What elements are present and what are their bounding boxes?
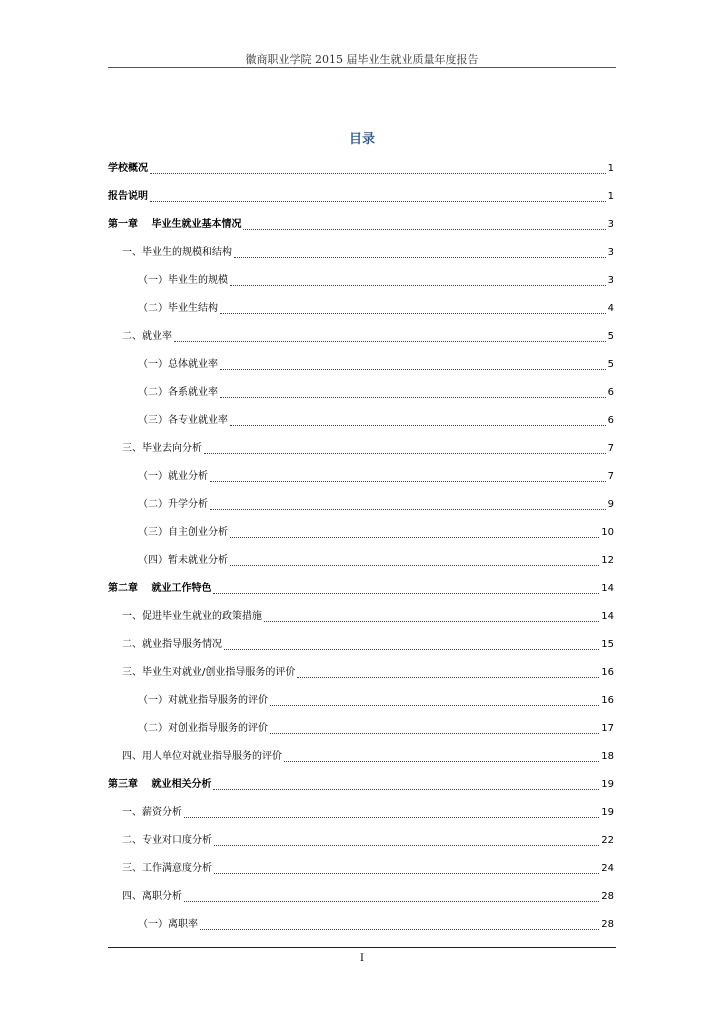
toc-entry-title: 一、促进毕业生就业的政策措施 xyxy=(122,611,262,622)
toc-entry-page: 10 xyxy=(601,527,614,538)
dot-leader xyxy=(150,191,606,202)
toc-entry[interactable] xyxy=(108,407,614,435)
toc-entry-title: 四、离职分析 xyxy=(122,891,182,902)
dot-leader xyxy=(297,667,599,678)
toc-entry-title: 学校概况 xyxy=(108,163,148,174)
dot-leader xyxy=(230,275,606,286)
toc-entry[interactable] xyxy=(108,211,614,239)
toc-entry[interactable] xyxy=(108,351,614,379)
dot-leader xyxy=(213,583,599,594)
toc-entry-title: 第一章 毕业生就业基本情况 xyxy=(108,219,242,230)
toc-entry-page: 14 xyxy=(601,611,614,622)
dot-leader xyxy=(234,247,606,258)
toc-entry-title: （一）总体就业率 xyxy=(138,359,218,370)
toc-entry-title: （一）就业分析 xyxy=(138,471,208,482)
toc-entry-page: 3 xyxy=(607,219,614,230)
toc-entry-title: 报告说明 xyxy=(108,191,148,202)
dot-leader xyxy=(150,163,606,174)
toc-entry-title: 三、工作满意度分析 xyxy=(122,863,212,874)
toc-entry-page: 19 xyxy=(601,807,614,818)
toc-entry-page: 5 xyxy=(607,331,614,342)
toc-entry[interactable] xyxy=(108,743,614,771)
toc-entry-page: 24 xyxy=(601,863,614,874)
toc-entry-page: 5 xyxy=(607,359,614,370)
dot-leader xyxy=(174,331,606,342)
toc-entry-page: 28 xyxy=(601,919,614,930)
toc-entry-title: （二）升学分析 xyxy=(138,499,208,510)
toc-entry-page: 4 xyxy=(607,303,614,314)
toc-entry[interactable] xyxy=(108,323,614,351)
toc-entry-title: （二）各系就业率 xyxy=(138,387,218,398)
toc-entry[interactable] xyxy=(108,799,614,827)
toc-entry-title: （一）毕业生的规模 xyxy=(138,275,228,286)
toc-entry-page: 7 xyxy=(607,471,614,482)
toc-entry-title: 三、毕业生对就业/创业指导服务的评价 xyxy=(122,667,296,678)
toc-list xyxy=(108,155,614,939)
toc-entry-title: （四）暂未就业分析 xyxy=(138,555,228,566)
toc-entry-title: 二、就业指导服务情况 xyxy=(122,639,222,650)
dot-leader xyxy=(210,499,606,510)
toc-entry[interactable] xyxy=(108,379,614,407)
dot-leader xyxy=(220,387,606,398)
toc-title: 目录 xyxy=(348,132,375,147)
toc-entry[interactable] xyxy=(108,575,614,603)
toc-entry-title: （三）各专业就业率 xyxy=(138,415,228,426)
toc-entry-page: 1 xyxy=(607,163,614,174)
dot-leader xyxy=(204,443,606,454)
toc-entry[interactable] xyxy=(108,519,614,547)
toc-entry-page: 3 xyxy=(607,275,614,286)
dot-leader xyxy=(264,611,599,622)
toc-entry[interactable] xyxy=(108,603,614,631)
toc-entry-page: 6 xyxy=(607,387,614,398)
running-header: 徽商职业学院 2015 届毕业生就业质量年度报告 xyxy=(245,53,479,66)
toc-entry-title: 第二章 就业工作特色 xyxy=(108,583,212,594)
toc-entry-title: 一、毕业生的规模和结构 xyxy=(122,247,232,258)
toc-entry[interactable] xyxy=(108,771,614,799)
toc-entry[interactable] xyxy=(108,659,614,687)
toc-entry-page: 7 xyxy=(607,443,614,454)
toc-entry-page: 3 xyxy=(607,247,614,258)
toc-entry-title: 二、专业对口度分析 xyxy=(122,835,212,846)
toc-entry[interactable] xyxy=(108,183,614,211)
dot-leader xyxy=(284,751,599,762)
toc-entry[interactable] xyxy=(108,155,614,183)
toc-entry-page: 19 xyxy=(601,779,614,790)
toc-entry[interactable] xyxy=(108,715,614,743)
header-divider xyxy=(108,67,616,68)
toc-entry-title: （二）毕业生结构 xyxy=(138,303,218,314)
toc-entry[interactable] xyxy=(108,295,614,323)
dot-leader xyxy=(220,359,606,370)
toc-entry[interactable] xyxy=(108,883,614,911)
toc-entry-title: （一）离职率 xyxy=(138,919,198,930)
toc-entry-page: 28 xyxy=(601,891,614,902)
footer-divider xyxy=(108,947,616,948)
dot-leader xyxy=(184,891,599,902)
toc-entry[interactable] xyxy=(108,491,614,519)
toc-entry-page: 18 xyxy=(601,751,614,762)
toc-entry[interactable] xyxy=(108,267,614,295)
toc-entry-title: 一、薪资分析 xyxy=(122,807,182,818)
toc-entry-page: 16 xyxy=(601,695,614,706)
toc-entry-title: 第三章 就业相关分析 xyxy=(108,779,212,790)
dot-leader xyxy=(270,695,599,706)
toc-entry-title: 三、毕业去向分析 xyxy=(122,443,202,454)
dot-leader xyxy=(184,807,599,818)
toc-entry-page: 9 xyxy=(607,499,614,510)
dot-leader xyxy=(213,779,599,790)
toc-entry[interactable] xyxy=(108,687,614,715)
toc-entry[interactable] xyxy=(108,239,614,267)
toc-entry-page: 14 xyxy=(601,583,614,594)
toc-entry-page: 15 xyxy=(601,639,614,650)
toc-entry-title: 二、就业率 xyxy=(122,331,172,342)
toc-entry-page: 17 xyxy=(601,723,614,734)
toc-entry[interactable] xyxy=(108,435,614,463)
toc-entry[interactable] xyxy=(108,911,614,939)
toc-entry-page: 1 xyxy=(607,191,614,202)
dot-leader xyxy=(200,919,599,930)
dot-leader xyxy=(220,303,606,314)
dot-leader xyxy=(224,639,599,650)
dot-leader xyxy=(230,527,599,538)
dot-leader xyxy=(214,835,599,846)
dot-leader xyxy=(230,415,606,426)
dot-leader xyxy=(243,219,605,230)
toc-entry[interactable] xyxy=(108,631,614,659)
toc-entry-title: 四、用人单位对就业指导服务的评价 xyxy=(122,751,282,762)
toc-entry[interactable] xyxy=(108,855,614,883)
toc-entry-page: 12 xyxy=(601,555,614,566)
dot-leader xyxy=(210,471,606,482)
toc-entry-title: （三）自主创业分析 xyxy=(138,527,228,538)
toc-entry[interactable] xyxy=(108,463,614,491)
toc-entry-title: （一）对就业指导服务的评价 xyxy=(138,695,268,706)
toc-entry[interactable] xyxy=(108,827,614,855)
dot-leader xyxy=(270,723,599,734)
toc-entry-page: 22 xyxy=(601,835,614,846)
toc-entry-title: （二）对创业指导服务的评价 xyxy=(138,723,268,734)
toc-entry-page: 6 xyxy=(607,415,614,426)
dot-leader xyxy=(214,863,599,874)
toc-entry[interactable] xyxy=(108,547,614,575)
page-number: I xyxy=(360,953,364,964)
toc-entry-page: 16 xyxy=(601,667,614,678)
dot-leader xyxy=(230,555,599,566)
